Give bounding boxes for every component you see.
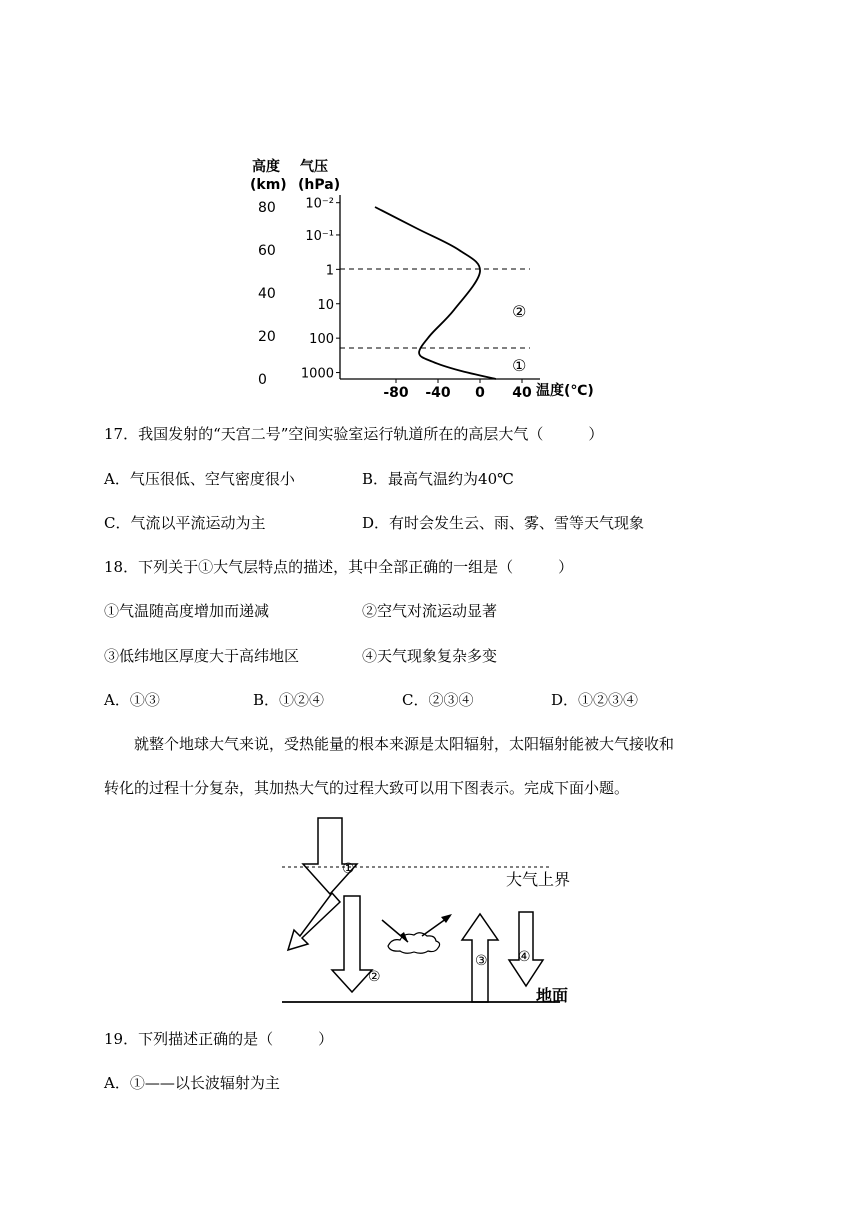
q17-option-d: D．有时会发生云、雨、雾、雪等天气现象: [362, 514, 645, 532]
height-tick-label: 60: [258, 243, 276, 259]
passage-line-1: 就整个地球大气来说，受热能量的根本来源是太阳辐射，太阳辐射能被大气接收和: [104, 735, 675, 753]
q18-statement-2: ②空气对流运动显著: [362, 602, 498, 620]
q18-option-d: D．①②③④: [551, 691, 639, 709]
layer-marker-2: ②: [512, 302, 527, 321]
temperature-tick-label: -80: [383, 385, 409, 401]
arrow-4-label: ④: [518, 949, 531, 965]
arrow-1-solar-radiation: [303, 818, 357, 894]
pressure-tick-label: 1000: [300, 366, 334, 382]
atmosphere-profile-chart: [250, 155, 630, 405]
height-tick-label: 40: [258, 286, 276, 302]
q19-option-a: A．①——以长波辐射为主: [104, 1074, 280, 1092]
pressure-axis-title: 气压: [300, 159, 328, 175]
temperature-axis-title: 温度(℃): [536, 383, 594, 399]
ground-label: 地面: [536, 986, 569, 1005]
pressure-axis-unit: (hPa): [298, 177, 341, 193]
temperature-tick-label: 0: [475, 385, 485, 401]
atmosphere-top-label: 大气上界: [506, 870, 571, 889]
q17-option-b: B．最高气温约为40℃: [362, 470, 514, 488]
height-axis-title: 高度: [252, 159, 280, 175]
arrow-2-label: ②: [368, 969, 381, 985]
temperature-tick-label: -40: [425, 385, 451, 401]
q18-statement-4: ④天气现象复杂多变: [362, 647, 498, 665]
q19-stem: 19．下列描述正确的是（ ）: [104, 1030, 334, 1048]
height-tick-label: 0: [258, 372, 267, 388]
cloud-incoming-arrow: [382, 920, 408, 942]
arrow-2-ground-radiation: [332, 896, 372, 992]
q18-statement-3: ③低纬地区厚度大于高纬地区: [104, 647, 300, 665]
q17-stem: 17．我国发射的“天宫二号”空间实验室运行轨道所在的高层大气（ ）: [104, 425, 604, 443]
arrow-3-label: ③: [475, 953, 488, 969]
pressure-tick-label: 10⁻¹: [305, 228, 334, 244]
pressure-tick-label: 100: [309, 332, 334, 348]
q18-option-c: C．②③④: [402, 691, 474, 709]
passage-line-2: 转化的过程十分复杂，其加热大气的过程大致可以用下图表示。完成下面小题。: [104, 779, 630, 797]
q18-statement-1: ①气温随高度增加而递减: [104, 602, 270, 620]
atmosphere-heating-diagram: [278, 816, 588, 1008]
layer-marker-1: ①: [512, 356, 527, 375]
cloud-icon: [388, 933, 440, 954]
height-tick-label: 80: [258, 200, 276, 216]
height-tick-label: 20: [258, 329, 276, 345]
temperature-curve: [375, 207, 496, 379]
q17-option-a: A．气压很低、空气密度很小: [104, 470, 295, 488]
pressure-tick-label: 1: [325, 263, 334, 279]
height-axis-unit: (km): [250, 177, 287, 193]
q18-option-a: A．①③: [104, 691, 160, 709]
temperature-tick-label: 40: [512, 385, 532, 401]
q17-option-c: C．气流以平流运动为主: [104, 514, 266, 532]
pressure-tick-label: 10: [317, 297, 334, 313]
q18-option-b: B．①②④: [253, 691, 325, 709]
pressure-tick-label: 10⁻²: [305, 196, 334, 212]
arrow-1-label: ①: [342, 861, 355, 877]
q18-stem: 18．下列关于①大气层特点的描述，其中全部正确的一组是（ ）: [104, 558, 574, 576]
reflected-arrow: [288, 893, 340, 950]
